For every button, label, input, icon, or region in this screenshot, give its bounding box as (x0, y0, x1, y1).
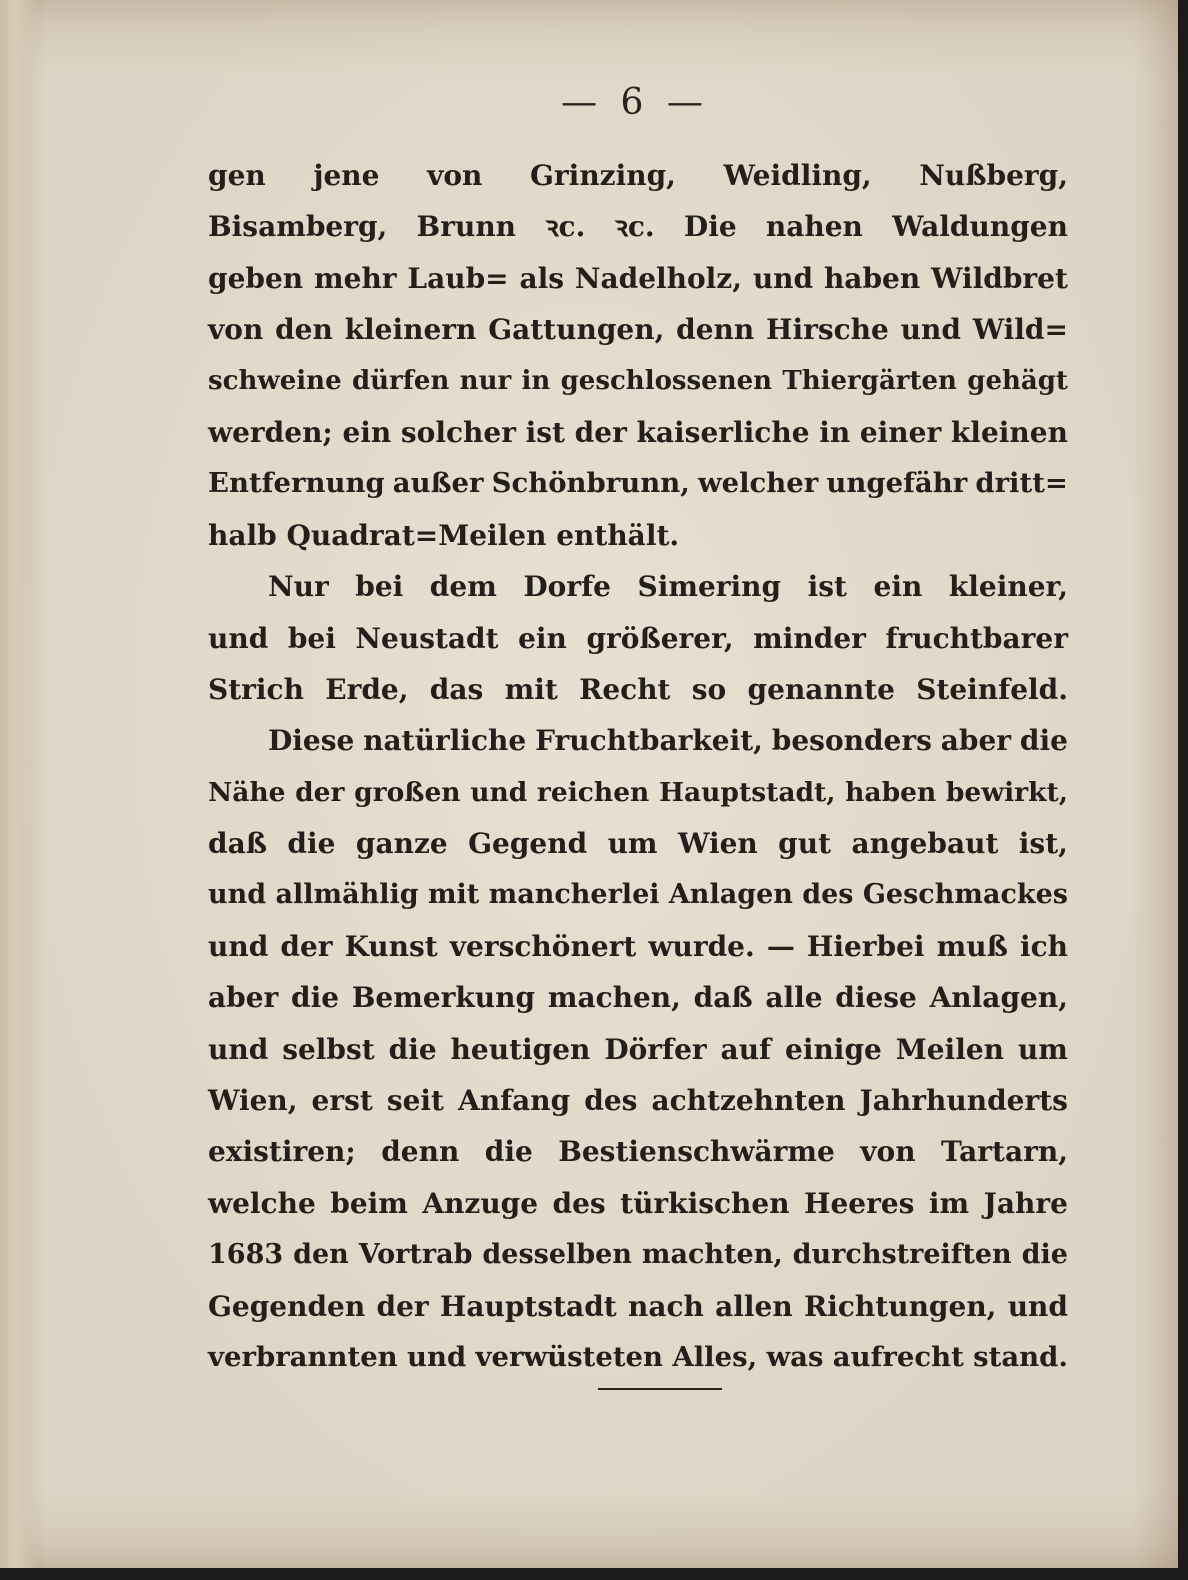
word: reichen (536, 776, 650, 808)
word: von (860, 1135, 916, 1169)
word: einige (785, 1032, 882, 1066)
word: Entfernung (208, 467, 385, 500)
word: Anlagen (668, 879, 793, 911)
word: Simering (637, 570, 782, 604)
word: geschlossenen (560, 365, 773, 396)
word: selbst (282, 1032, 375, 1066)
word: türkischen (620, 1186, 790, 1220)
word: Diese (268, 724, 355, 758)
word: mehr (314, 261, 397, 295)
word: durchstreiften (792, 1239, 1012, 1271)
word: ungefähr (826, 467, 968, 500)
page-shadow-bottom (0, 1568, 1188, 1580)
word: Anfang (458, 1084, 571, 1118)
word: Hauptstadt, (658, 776, 836, 808)
text-line-paragraph-end (208, 1332, 1068, 1383)
closing-rule (598, 1388, 722, 1390)
word: und (407, 1340, 467, 1373)
word: und (752, 261, 814, 295)
text-line (208, 767, 1068, 818)
word: aufrecht (832, 1340, 964, 1373)
text-line (208, 972, 1068, 1023)
word: ein (342, 415, 392, 449)
word: nach (627, 1289, 704, 1323)
word: dritt= (975, 467, 1068, 500)
word: Heeres (804, 1186, 915, 1220)
word: Nähe (208, 776, 286, 808)
word: werden; (208, 415, 333, 449)
text-line (208, 1178, 1068, 1229)
word: gehägt (967, 365, 1068, 396)
word: Fruchtbarkeit, (535, 724, 763, 758)
word: verschönert (449, 929, 637, 963)
word: Wild= (972, 313, 1068, 347)
word: um (1017, 1032, 1068, 1066)
word: die (484, 1135, 533, 1169)
word: minder (753, 621, 866, 655)
word: Anlagen, (929, 981, 1068, 1015)
word: denn (381, 1135, 460, 1169)
word: der (295, 776, 345, 808)
word: in (819, 415, 851, 449)
word: muß (936, 929, 1008, 963)
word: kleinen (950, 415, 1068, 449)
text-line (208, 818, 1068, 869)
word: im (928, 1186, 970, 1220)
word: mit (504, 672, 558, 706)
word: Geschmackes (862, 879, 1068, 911)
word: Dörfer (604, 1032, 707, 1066)
word: Kunst (344, 929, 438, 963)
word: Hauptstadt (439, 1289, 617, 1323)
text-line (208, 1229, 1068, 1280)
text-line (208, 356, 1068, 407)
word: Recht (579, 672, 671, 706)
word: außer (392, 467, 484, 500)
word: existiren; (208, 1135, 356, 1169)
word: Schönbrunn, (491, 467, 690, 500)
word: das (429, 672, 484, 706)
word: Die (683, 210, 737, 244)
word: gut (778, 827, 832, 861)
word: Nußberg, (919, 159, 1068, 192)
word: Neustadt (355, 621, 499, 655)
word: mit (427, 879, 480, 911)
word: und (900, 313, 961, 347)
text-line (208, 921, 1068, 972)
text-line (208, 869, 1068, 920)
text-line-paragraph-end (208, 664, 1068, 715)
word: Brunn (416, 210, 517, 244)
word: Nur (268, 570, 329, 604)
text-line (208, 150, 1068, 201)
word: achtzehnten (651, 1084, 846, 1118)
text-line-paragraph-end: halb Quadrat=Meilen enthält. (208, 518, 680, 552)
word: Jahre (983, 1186, 1068, 1220)
word: auf (720, 1032, 772, 1066)
word: allen (715, 1289, 793, 1323)
word: Jahrhunderts (859, 1084, 1068, 1118)
word: Gattungen, (488, 313, 665, 347)
word: erst (311, 1084, 373, 1118)
word: ein (518, 621, 567, 655)
word: ganze (355, 827, 448, 861)
word: Tartarn, (941, 1135, 1068, 1169)
word: natürliche (363, 724, 527, 758)
word: nur (459, 365, 512, 396)
word: bewirkt, (945, 776, 1068, 808)
word: die (291, 981, 340, 1015)
word: alle (765, 981, 823, 1015)
word: gen (208, 159, 266, 192)
word: und (208, 929, 269, 963)
word: — (766, 929, 795, 963)
word: seit (386, 1084, 444, 1118)
word: 1683 (208, 1239, 284, 1271)
word: fruchtbarer (885, 621, 1068, 655)
word: großen (354, 776, 461, 808)
word: allmählig (275, 879, 419, 911)
word: die (388, 1032, 437, 1066)
word: Bisamberg, (208, 210, 388, 244)
word: größerer, (586, 621, 734, 655)
page-number: — 6 — (561, 82, 709, 123)
word: einer (859, 415, 942, 449)
word: und (470, 776, 528, 808)
page-edge (0, 0, 38, 1568)
word: jene (313, 159, 380, 192)
word: machten, (641, 1239, 783, 1271)
text-line (208, 304, 1068, 355)
text-line (208, 1024, 1068, 1075)
word: Waldungen (892, 210, 1068, 244)
word: der (376, 1289, 429, 1323)
word: stand. (973, 1340, 1068, 1373)
word: Laub= (407, 261, 509, 295)
text-line (208, 1126, 1068, 1177)
word: ist (525, 415, 565, 449)
word: ꝛc. (545, 210, 586, 244)
word: die (287, 827, 336, 861)
word: Gegend (468, 827, 588, 861)
page-shadow-right (1178, 0, 1188, 1580)
word: welche (208, 1186, 316, 1220)
text-line (208, 613, 1068, 664)
word: bei (355, 570, 404, 604)
word: dem (429, 570, 497, 604)
word: und (208, 1032, 269, 1066)
word: so (691, 672, 727, 706)
word: nahen (765, 210, 863, 244)
word: Alles, (672, 1340, 758, 1373)
word: kaiserliche (636, 415, 810, 449)
text-line (208, 1281, 1068, 1332)
word: was (766, 1340, 824, 1373)
text-line-paragraph-start (208, 715, 1068, 766)
word: Grinzing, (530, 159, 676, 192)
body-text (208, 150, 1068, 1383)
word: der (280, 929, 333, 963)
word: von (427, 159, 483, 192)
word: um (607, 827, 658, 861)
word: ein (873, 570, 923, 604)
word: Strich (208, 672, 304, 706)
word: und (208, 621, 269, 655)
word: Dorfe (523, 570, 611, 604)
word: verwüsteten (475, 1340, 664, 1373)
word: mancherlei (488, 879, 660, 911)
word: solcher (400, 415, 516, 449)
word: Anzuge (422, 1186, 539, 1220)
word: denn (676, 313, 755, 347)
word: und (1007, 1289, 1068, 1323)
text-line (208, 1075, 1068, 1126)
word: bei (287, 621, 336, 655)
word: als (519, 261, 565, 295)
word: schweine (208, 365, 342, 396)
word: wurde. (648, 929, 755, 963)
word: genannte (747, 672, 895, 706)
word: desselben (482, 1239, 632, 1271)
word: den (275, 313, 333, 347)
word: daß (208, 827, 267, 861)
word: in (521, 365, 551, 396)
word: und (208, 879, 267, 911)
word: Thiergärten (782, 365, 957, 396)
word: Wien, (208, 1084, 298, 1118)
word: Bemerkung (351, 981, 536, 1015)
word: haben (823, 261, 921, 295)
word: Hirsche (766, 313, 889, 347)
word: welcher (697, 467, 819, 500)
word: diese (835, 981, 917, 1015)
text-line (208, 407, 1068, 458)
word: angebaut (851, 827, 999, 861)
word: haben (845, 776, 937, 808)
word: beim (330, 1186, 408, 1220)
word: Wien (677, 827, 758, 861)
word: des (584, 1084, 638, 1118)
word: Steinfeld. (916, 672, 1068, 706)
word: Bestienschwärme (558, 1135, 835, 1169)
word: verbrannten (208, 1340, 398, 1373)
word: aber (940, 724, 1012, 758)
word: Weidling, (723, 159, 872, 192)
word: des (552, 1186, 606, 1220)
text-line-paragraph-start (208, 561, 1068, 612)
word: kleiner, (948, 570, 1068, 604)
word: daß (693, 981, 753, 1015)
word: die (1021, 1239, 1068, 1271)
word: Erde, (325, 672, 409, 706)
word: ich (1019, 929, 1068, 963)
word: ꝛc. (614, 210, 655, 244)
word: der (574, 415, 627, 449)
word: Meilen (895, 1032, 1005, 1066)
text-line (208, 458, 1068, 509)
text-line (208, 201, 1068, 252)
word: Gegenden (208, 1289, 366, 1323)
word: Richtungen, (803, 1289, 997, 1323)
word: kleinern (344, 313, 477, 347)
word: dürfen (351, 365, 450, 396)
word: des (802, 879, 854, 911)
word: Hierbei (806, 929, 925, 963)
word: besonders (771, 724, 932, 758)
text-line (208, 253, 1068, 304)
word: den (293, 1239, 349, 1271)
word: ist (807, 570, 847, 604)
word: ist, (1018, 827, 1068, 861)
word: von (208, 313, 264, 347)
word: Nadelholz, (574, 261, 742, 295)
word: geben (208, 261, 304, 295)
word: machen, (547, 981, 681, 1015)
word: Wildbret (931, 261, 1068, 295)
word: die (1019, 724, 1068, 758)
word: Vortrab (358, 1239, 473, 1271)
word: heutigen (450, 1032, 591, 1066)
word: aber (208, 981, 279, 1015)
